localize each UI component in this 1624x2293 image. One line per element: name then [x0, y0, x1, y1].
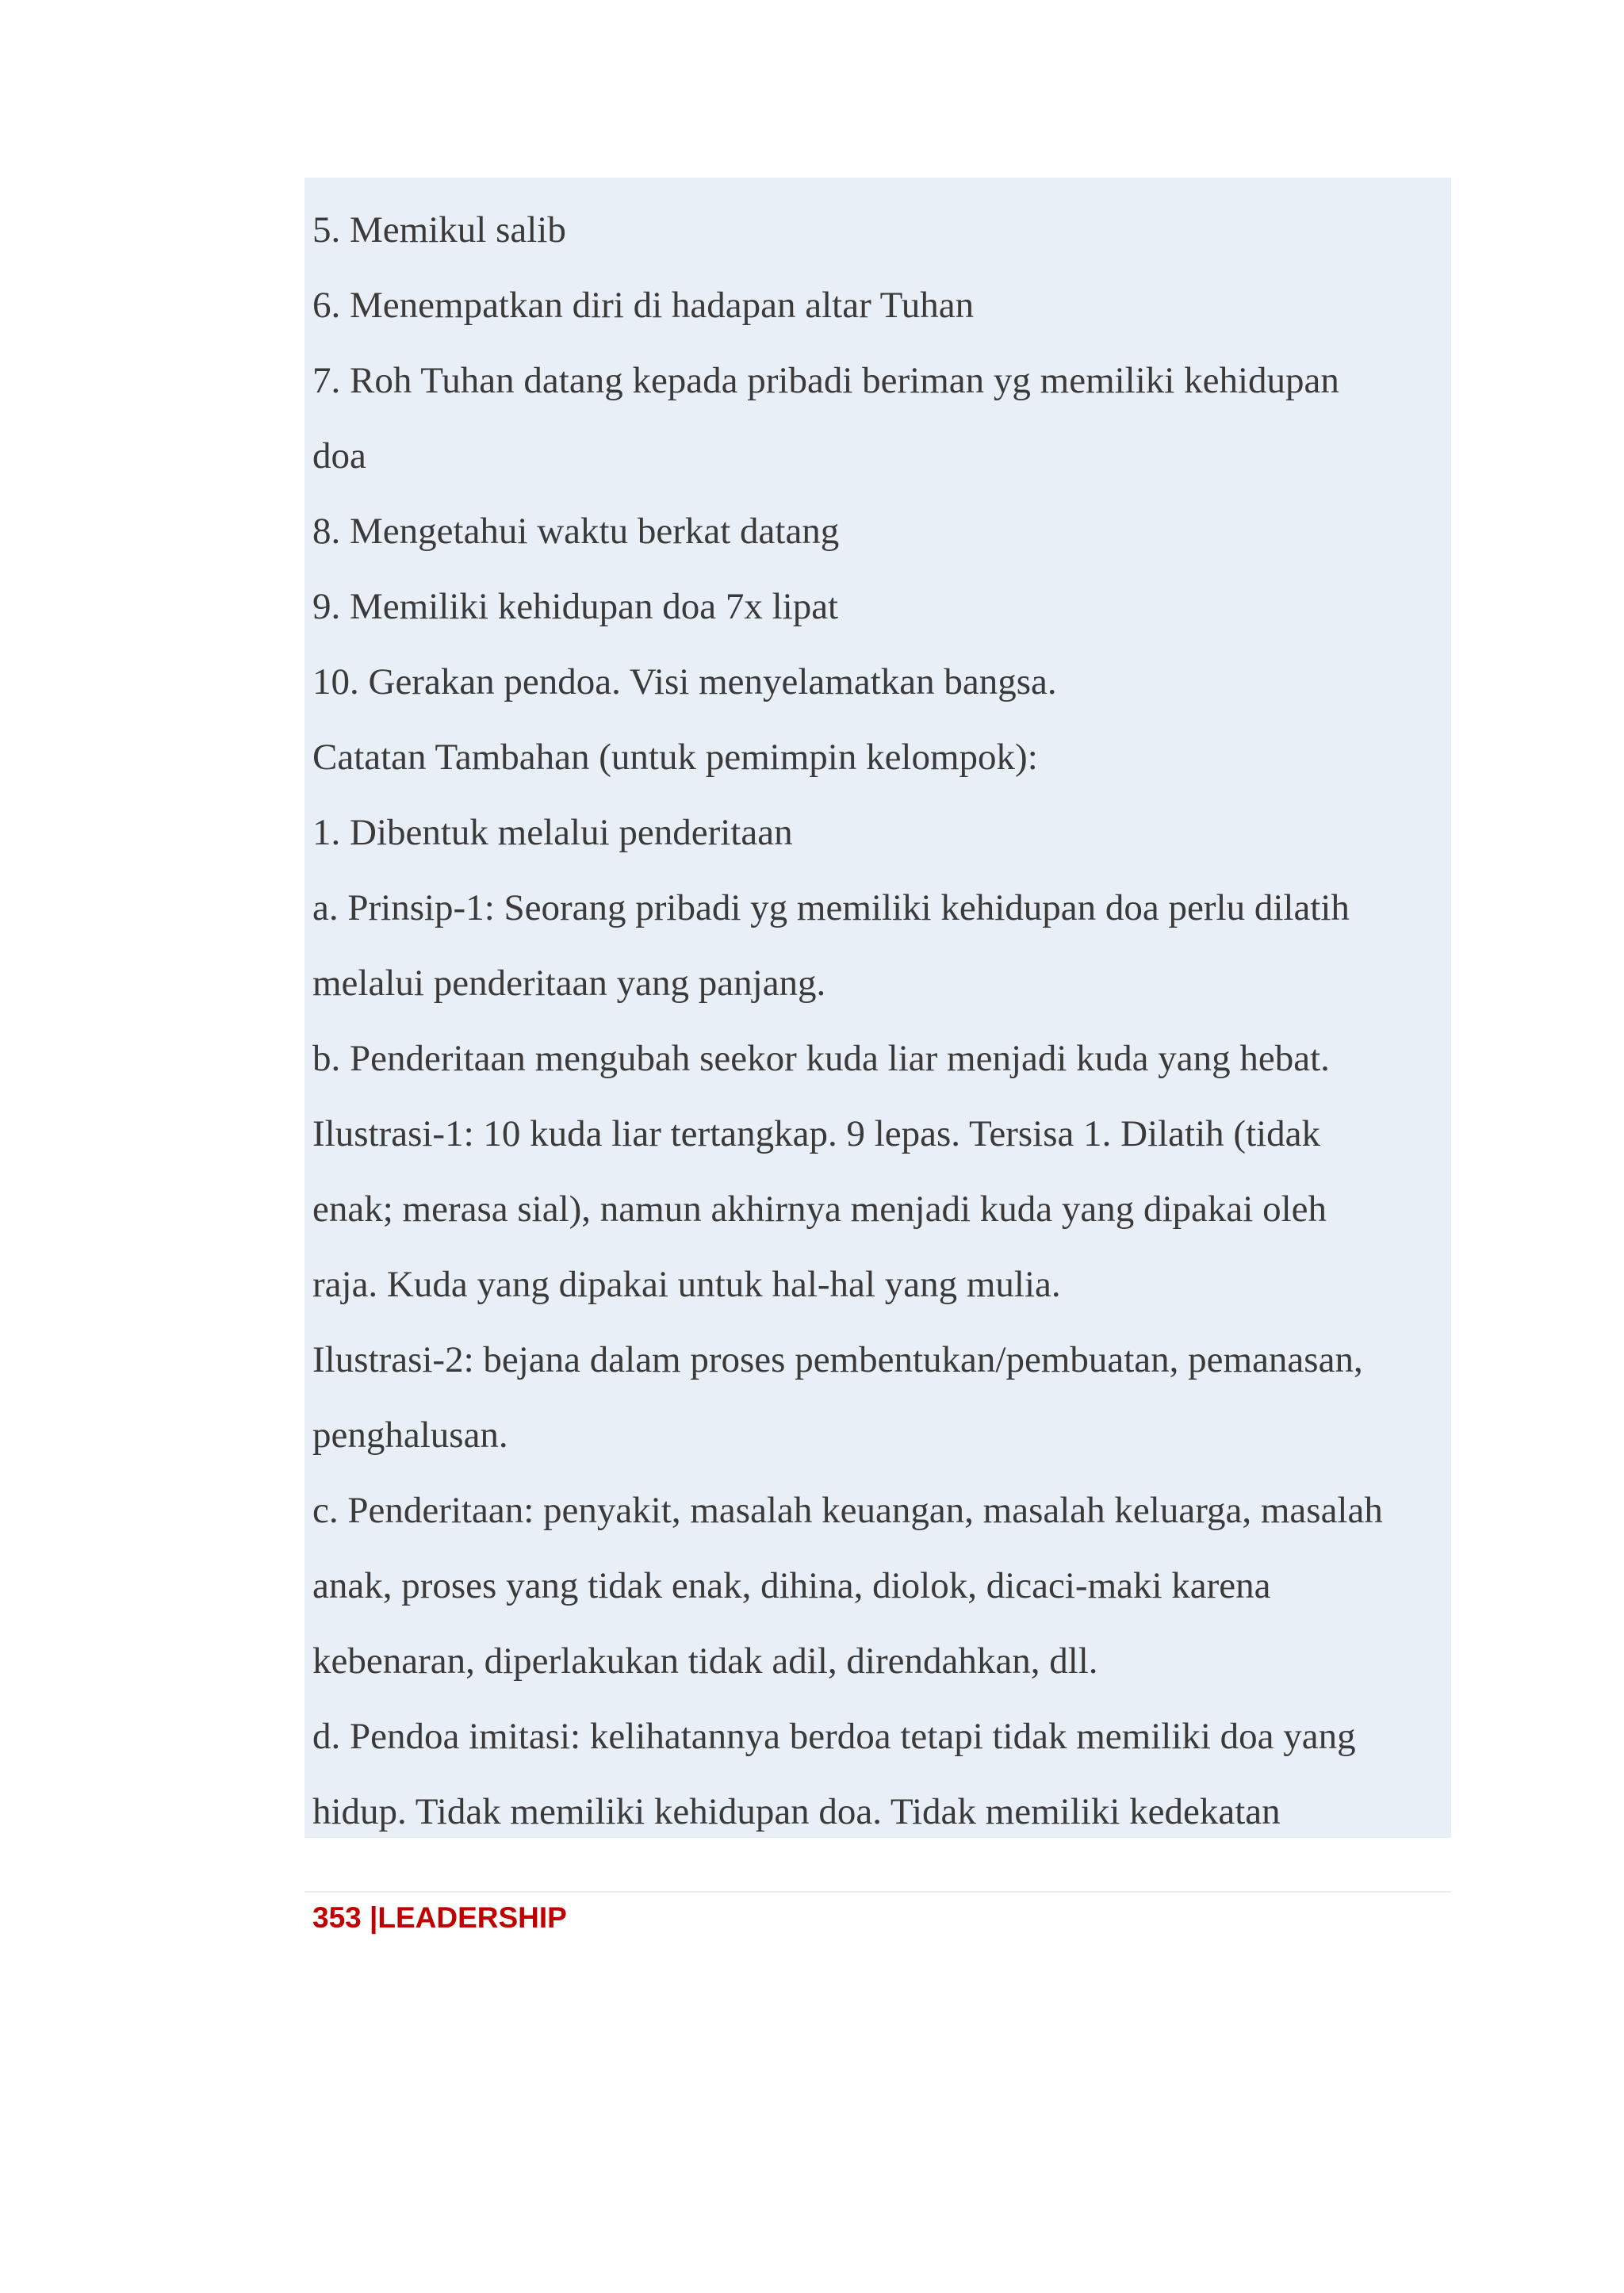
- text-line: kebenaran, diperlakukan tidak adil, direndahkan, dll.: [312, 1640, 1098, 1682]
- text-line: 8. Mengetahui waktu berkat datang: [312, 511, 840, 552]
- text-line: melalui penderitaan yang panjang.: [312, 963, 826, 1004]
- text-line: hidup. Tidak memiliki kehidupan doa. Tidak memiliki kedekatan: [312, 1791, 1281, 1832]
- text-line: c. Penderitaan: penyakit, masalah keuangan, masalah keluarga, masalah: [312, 1490, 1383, 1531]
- text-line: b. Penderitaan mengubah seekor kuda liar menjadi kuda yang hebat.: [312, 1038, 1330, 1079]
- page-number: 353: [312, 1901, 362, 1934]
- section-title: LEADERSHIP: [377, 1901, 567, 1934]
- text-line: doa: [312, 435, 366, 477]
- text-line: enak; merasa sial), namun akhirnya menjadi kuda yang dipakai oleh: [312, 1189, 1327, 1230]
- text-line: penghalusan.: [312, 1414, 508, 1456]
- footer-separator: |: [361, 1901, 378, 1934]
- text-line: Ilustrasi-1: 10 kuda liar tertangkap. 9 lepas. Tersisa 1. Dilatih (tidak: [312, 1113, 1321, 1154]
- text-line: anak, proses yang tidak enak, dihina, diolok, dicaci-maki karena: [312, 1565, 1271, 1606]
- text-line: a. Prinsip-1: Seorang pribadi yg memiliki kehidupan doa perlu dilatih: [312, 887, 1350, 928]
- footer-divider: [304, 1891, 1451, 1893]
- text-line: d. Pendoa imitasi: kelihatannya berdoa tetapi tidak memiliki doa yang: [312, 1716, 1356, 1757]
- text-line: raja. Kuda yang dipakai untuk hal-hal yang mulia.: [312, 1264, 1061, 1305]
- text-line: 6. Menempatkan diri di hadapan altar Tuhan: [312, 285, 975, 326]
- page-footer: [312, 1900, 567, 1936]
- text-line: 1. Dibentuk melalui penderitaan: [312, 812, 793, 853]
- text-line: Ilustrasi-2: bejana dalam proses pembentukan/pembuatan, pemanasan,: [312, 1339, 1363, 1380]
- text-line: 9. Memiliki kehidupan doa 7x lipat: [312, 586, 839, 627]
- text-line: 7. Roh Tuhan datang kepada pribadi beriman yg memiliki kehidupan: [312, 360, 1339, 401]
- text-line: Catatan Tambahan (untuk pemimpin kelompok):: [312, 737, 1038, 778]
- text-line: 10. Gerakan pendoa. Visi menyelamatkan bangsa.: [312, 661, 1057, 702]
- text-line: 5. Memikul salib: [312, 209, 566, 251]
